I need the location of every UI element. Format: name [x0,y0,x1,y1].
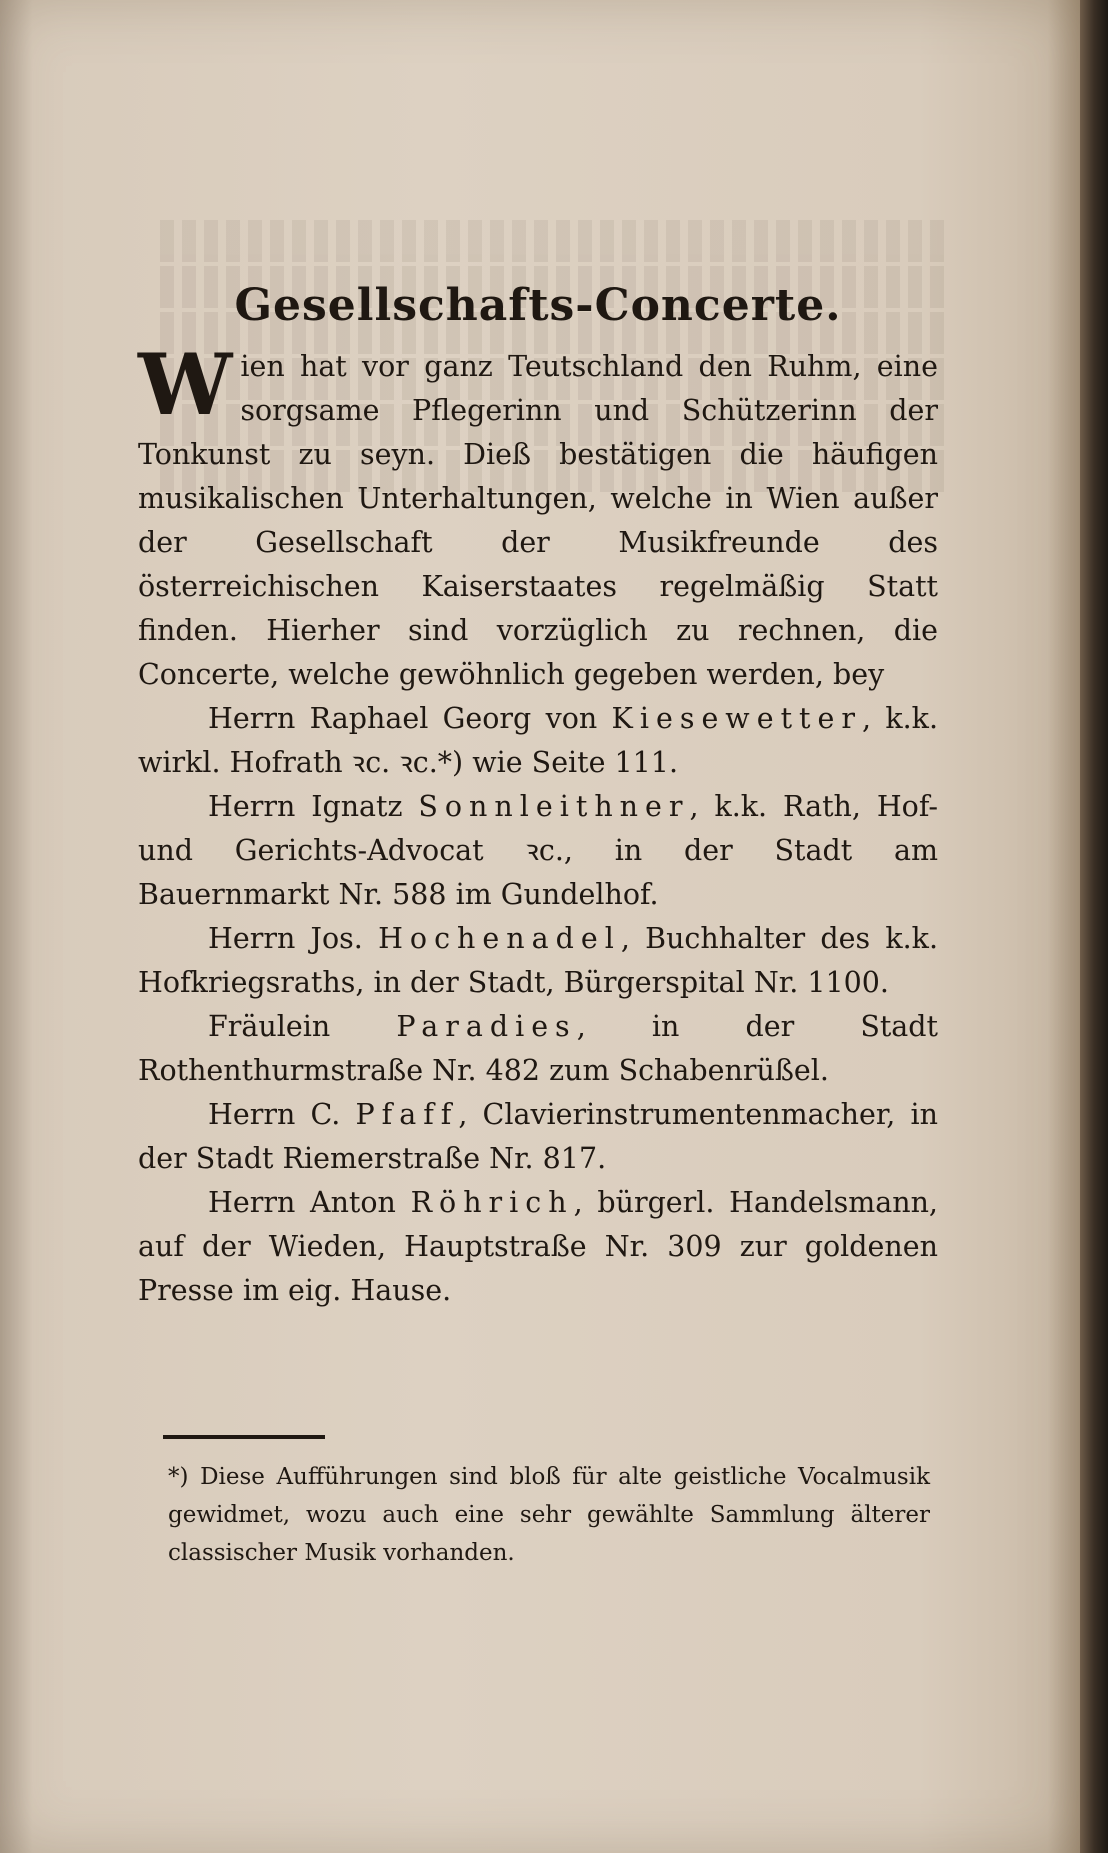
intro-text: ien hat vor ganz Teutschland den Ruhm, eine sorgsame Pflegerinn und Schützerinn der Tonkunst zu seyn. Dieß bestätigen die häufigen musikalischen Unterhaltungen, welche in Wien außer der Gesellschaft der Musikfreunde des österreichischen Kaiserstaates regelmäßig Statt finden. Hierher sind vorzüglich zu rechnen, die Concerte, welche gewöhnlich gegeben werden, bey [138,350,938,691]
entry-name: Paradies [396,1010,577,1043]
footnote-divider [163,1435,325,1439]
entry-name: Pfaff [355,1098,459,1131]
page-edge [1080,0,1108,1853]
entry-name: Sonnleithner [418,790,690,823]
intro-paragraph [138,335,938,697]
entry-name: Hochenadel [378,922,621,955]
entry-prefix: Herrn Raphael Georg von [208,702,612,735]
entry-name: Röhrich [410,1186,574,1219]
entry-prefix: Herrn Anton [208,1186,411,1219]
list-item [138,1005,938,1093]
list-item [138,917,938,1005]
entry-prefix: Herrn Jos. [208,922,379,955]
page-title: Gesellschafts-Concerte. [234,280,842,331]
entry-details: , k.k. wirkl. Hofrath ꝛc. ꝛc.*) wie Seite 111. [138,702,939,779]
entry-name: Kiesewetter [611,702,862,735]
drop-cap: W [138,335,233,434]
entry-prefix: Herrn C. [208,1098,356,1131]
footnote-text: Diese Aufführungen sind bloß für alte geistliche Vocalmusik gewidmet, wozu auch eine sehr gewählte Sammlung älterer classischer Musik vorhanden. [168,1464,931,1566]
entry-prefix: Fräulein [208,1010,397,1043]
footnote-marker: *) [168,1464,189,1490]
entry-details: , in der Stadt Rothenthurmstraße Nr. 482 zum Schabenrüßel. [138,1010,938,1087]
page-content [138,280,938,1313]
list-item [138,785,938,917]
list-item [138,1093,938,1181]
list-item [138,697,938,785]
entry-details: , Clavierinstrumentenmacher, in der Stadt Riemerstraße Nr. 817. [138,1098,938,1175]
entry-details: , k.k. Rath, Hof- und Gerichts-Advocat ꝛc., in der Stadt am Bauernmarkt Nr. 588 im Gundelhof. [138,790,938,911]
list-item [138,1181,938,1313]
footnote [168,1458,930,1572]
entry-prefix: Herrn Ignatz [208,790,419,823]
entry-details: , Buchhalter des k.k. Hofkriegsraths, in der Stadt, Bürgerspital Nr. 1100. [138,922,939,999]
entry-details: , bürgerl. Handelsmann, auf der Wieden, Hauptstraße Nr. 309 zur goldenen Presse im eig. Hause. [138,1186,938,1307]
